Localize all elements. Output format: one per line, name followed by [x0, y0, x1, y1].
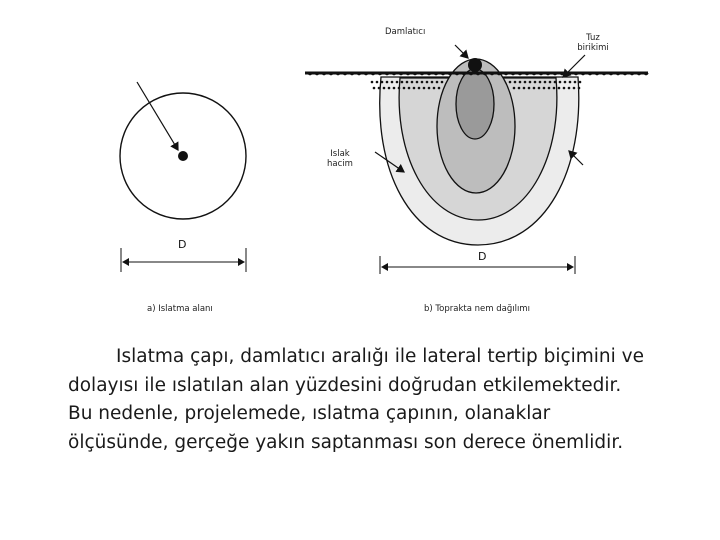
- wet-volume-line-2: hacim: [327, 159, 353, 169]
- emitter-arrow: [455, 45, 468, 58]
- salt-label-line-1: Tuz: [586, 33, 600, 43]
- diameter-label-plan: D: [178, 238, 187, 251]
- paragraph-line-1: Islatma çapı, damlatıcı aralığı ile lateral tertip biçimini ve: [116, 346, 645, 367]
- paragraph-line-3: Bu nedenle, projelemede, ıslatma çapının, olanaklar: [68, 403, 551, 424]
- wetting-zone-inner: [456, 69, 494, 139]
- paragraph-line-2: dolayısı ile ıslatılan alan yüzdesini doğrudan etkilemektedir.: [68, 374, 622, 396]
- caption-b: b) Toprakta nem dağılımı: [424, 304, 530, 314]
- paragraph-line-4: ölçüsünde, gerçeğe yakın saptanması son derece önemlidir.: [68, 431, 624, 453]
- wet-volume-line-1: Islak: [330, 149, 350, 159]
- emitter-label: Damlatıcı: [385, 27, 426, 37]
- salt-label-line-2: birikimi: [577, 43, 609, 53]
- diameter-label-profile: D: [478, 250, 487, 263]
- emitter-dot-profile: [468, 58, 482, 72]
- body-paragraph: [68, 343, 678, 457]
- emitter-dot-plan: [178, 151, 188, 161]
- salt-accumulation-label: [572, 33, 614, 53]
- caption-a: a) Islatma alanı: [147, 304, 213, 314]
- emitter-pointer-arrow: [137, 82, 178, 150]
- wet-volume-label: [322, 149, 358, 169]
